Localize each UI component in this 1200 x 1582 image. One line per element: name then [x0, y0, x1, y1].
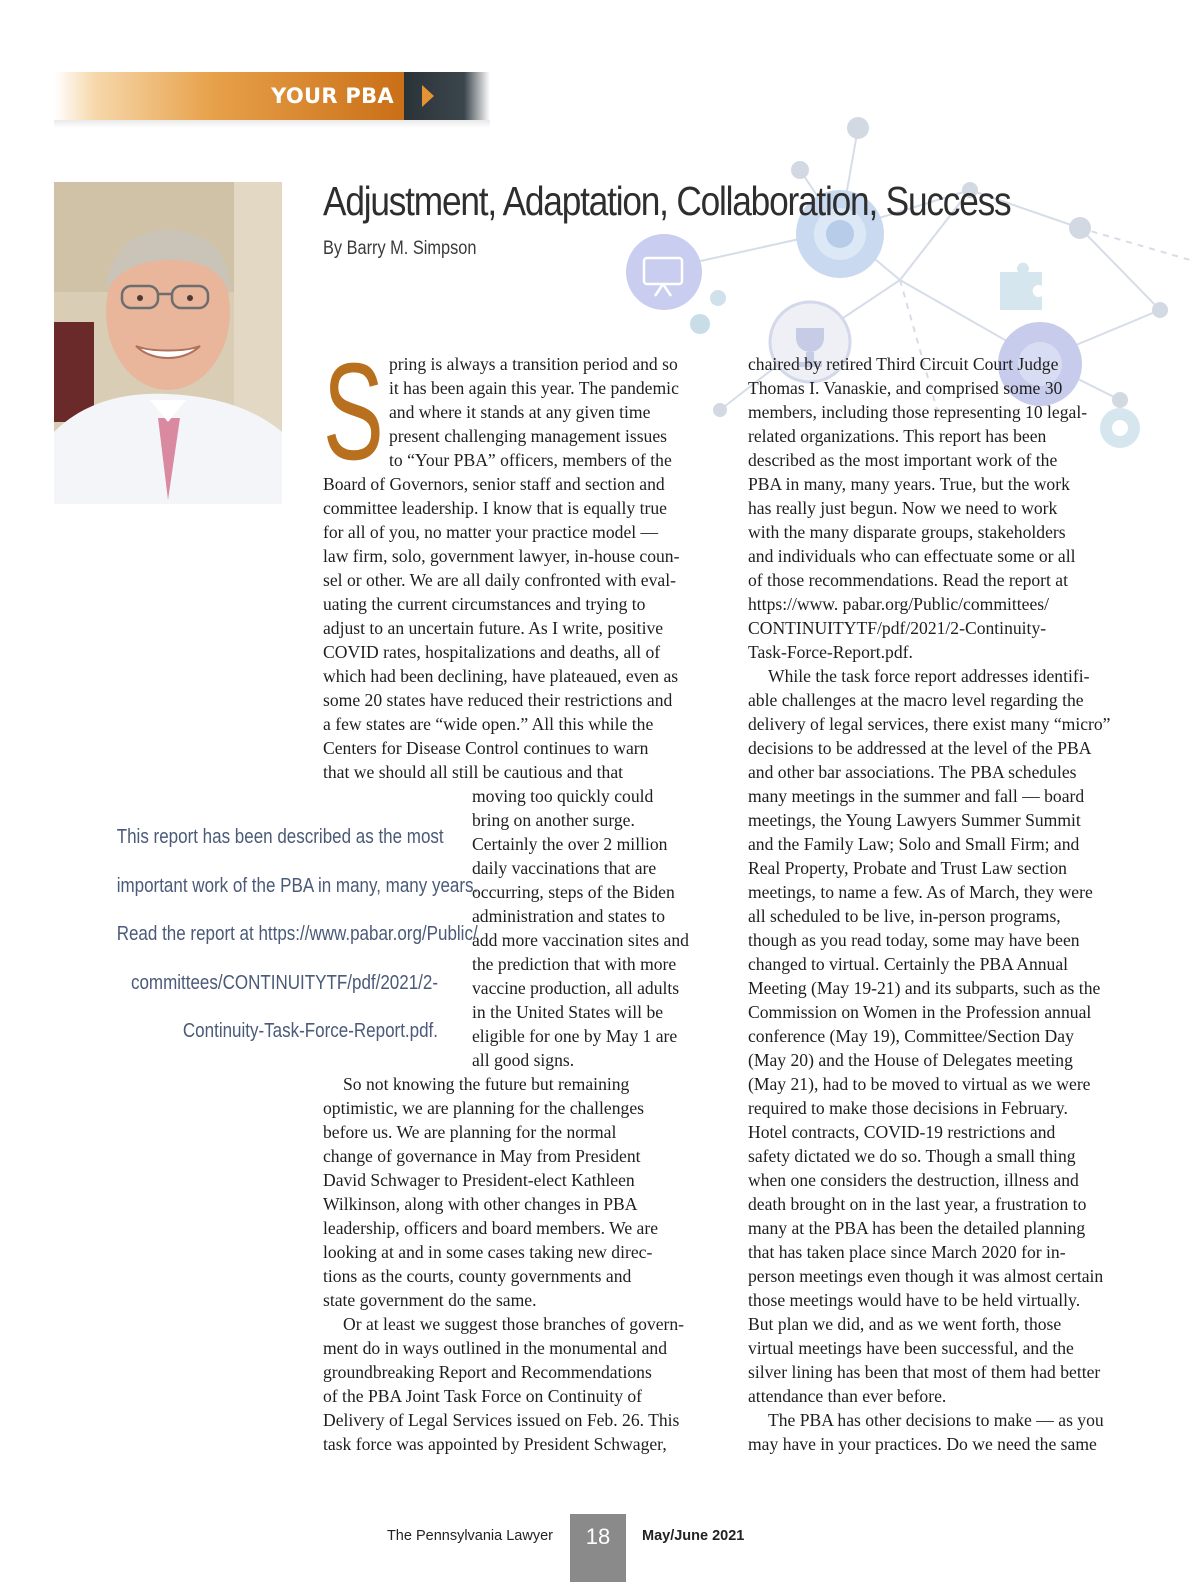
text-line: in the United States will be: [472, 1002, 664, 1022]
text-line: David Schwager to President-elect Kathleen: [323, 1170, 635, 1190]
text-line: those meetings would have to be held virtually.: [748, 1290, 1081, 1310]
text-line: change of governance in May from President: [323, 1146, 641, 1166]
pull-quote-line: Continuity-Task-Force-Report.pdf.: [182, 1020, 438, 1042]
text-line: state government do the same.: [323, 1290, 537, 1310]
section-label: YOUR PBA: [271, 84, 394, 108]
text-line: Delivery of Legal Services issued on Feb. 26. This: [323, 1410, 680, 1430]
text-line: meetings, to name a few. As of March, they were: [748, 882, 1093, 902]
text-line: bring on another surge.: [472, 810, 635, 830]
text-line: present challenging management issues: [389, 426, 667, 446]
text-line: task force was appointed by President Schwager,: [323, 1434, 667, 1454]
arrow-right-icon: [422, 85, 434, 107]
text-line: pring is always a transition period and so: [389, 354, 678, 374]
pull-quote-line: Read the report at https://www.pabar.org/Public/: [116, 923, 478, 945]
text-line: administration and states to: [472, 906, 666, 926]
text-line: COVID rates, hospitalizations and deaths, all of: [323, 642, 661, 662]
text-line: add more vaccination sites and: [472, 930, 689, 950]
text-line: optimistic, we are planning for the challenges: [323, 1098, 644, 1118]
body-column-2: [748, 352, 1148, 1456]
text-line: The PBA has other decisions to make — as you: [768, 1410, 1104, 1430]
text-line: many at the PBA has been the detailed planning: [748, 1218, 1086, 1238]
text-line: occurring, steps of the Biden: [472, 882, 675, 902]
text-line: vaccine production, all adults: [472, 978, 680, 998]
text-line: required to make those decisions in February.: [748, 1098, 1068, 1118]
text-line: daily vaccinations that are: [472, 858, 657, 878]
text-line: (May 21), had to be moved to virtual as we were: [748, 1074, 1091, 1094]
text-line: ment do in ways outlined in the monumental and: [323, 1338, 667, 1358]
text-line: adjust to an uncertain future. As I write, positive: [323, 618, 664, 638]
text-line: looking at and in some cases taking new direc-: [323, 1242, 653, 1262]
text-line: Wilkinson, along with other changes in PBA: [323, 1194, 638, 1214]
text-line: law firm, solo, government lawyer, in-house coun-: [323, 546, 680, 566]
text-line: before us. We are planning for the normal: [323, 1122, 617, 1142]
text-line: conference (May 19), Committee/Section Day: [748, 1026, 1074, 1046]
text-line: moving too quickly could: [472, 786, 654, 806]
text-line: So not knowing the future but remaining: [343, 1074, 630, 1094]
text-line: when one considers the destruction, illness and: [748, 1170, 1079, 1190]
text-line: has really just begun. Now we need to work: [748, 498, 1058, 518]
text-line: of those recommendations. Read the report at: [748, 570, 1069, 590]
pull-quote-line: important work of the PBA in many, many years.: [116, 874, 479, 897]
text-line: meetings, the Young Lawyers Summer Summit: [748, 810, 1081, 830]
text-line: virtual meetings have been successful, and the: [748, 1338, 1074, 1358]
text-line: Board of Governors, senior staff and section and: [323, 474, 665, 494]
drop-cap: S: [323, 335, 384, 489]
report-url-line: Task-Force-Report.pdf.: [748, 642, 913, 662]
text-line: which had been declining, have plateaued, even as: [323, 666, 679, 686]
text-line: may have in your practices. Do we need the same: [748, 1434, 1097, 1454]
text-line: Or at least we suggest those branches of govern-: [343, 1314, 685, 1334]
article-title: Adjustment, Adaptation, Collaboration, Success: [323, 178, 1011, 224]
section-banner: [54, 72, 490, 120]
text-line: Certainly the over 2 million: [472, 834, 668, 854]
text-line: many meetings in the summer and fall — board: [748, 786, 1085, 806]
pull-quote: [60, 813, 479, 1056]
text-line: that has taken place since March 2020 for in-: [748, 1242, 1066, 1262]
text-line: committee leadership. I know that is equally true: [323, 498, 667, 518]
issue-date: May/June 2021: [642, 1528, 745, 1544]
text-line: leadership, officers and board members. We are: [323, 1218, 659, 1238]
text-line: Centers for Disease Control continues to warn: [323, 738, 649, 758]
text-line: decisions to be addressed at the level of the PBA: [748, 738, 1092, 758]
text-line: PBA in many, many years. True, but the work: [748, 474, 1070, 494]
text-line: tions as the courts, county governments and: [323, 1266, 632, 1286]
text-line: that we should all still be cautious and that: [323, 762, 624, 782]
text-line: able challenges at the macro level regarding the: [748, 690, 1084, 710]
text-line: safety dictated we do so. Though a small thing: [748, 1146, 1076, 1166]
text-line: and the Family Law; Solo and Small Firm; and: [748, 834, 1080, 854]
text-line: groundbreaking Report and Recommendations: [323, 1362, 652, 1382]
text-line: of the PBA Joint Task Force on Continuity of: [323, 1386, 643, 1406]
text-line: and other bar associations. The PBA schedules: [748, 762, 1077, 782]
pull-quote-line: This report has been described as the most: [116, 826, 444, 848]
text-line: delivery of legal services, there exist many “micro”: [748, 714, 1111, 734]
text-line: to “Your PBA” officers, members of the: [389, 450, 672, 470]
page-footer: [0, 1514, 1200, 1582]
text-line: silver lining has been that most of them had better: [748, 1362, 1101, 1382]
text-line: and where it stands at any given time: [389, 402, 651, 422]
text-line: person meetings even though it was almost certain: [748, 1266, 1104, 1286]
text-line: But plan we did, and as we went forth, those: [748, 1314, 1062, 1334]
text-line: all scheduled to be live, in-person programs,: [748, 906, 1061, 926]
text-line: attendance than ever before.: [748, 1386, 947, 1406]
text-line: though as you read today, some may have been: [748, 930, 1080, 950]
text-line: members, including those representing 10 legal-: [748, 402, 1088, 422]
text-line: the prediction that with more: [472, 954, 677, 974]
text-line: all good signs.: [472, 1050, 575, 1070]
text-line: for all of you, no matter your practice model —: [323, 522, 659, 542]
text-line: related organizations. This report has been: [748, 426, 1047, 446]
text-line: eligible for one by May 1 are: [472, 1026, 678, 1046]
text-line: with the many disparate groups, stakeholders: [748, 522, 1066, 542]
text-line: Hotel contracts, COVID-19 restrictions and: [748, 1122, 1056, 1142]
text-line: (May 20) and the House of Delegates meeting: [748, 1050, 1073, 1070]
text-line: Meeting (May 19-21) and its subparts, such as the: [748, 978, 1101, 998]
text-line: it has been again this year. The pandemic: [389, 378, 679, 398]
author-photo: [54, 182, 282, 504]
page-number: 18: [585, 1524, 611, 1549]
text-line: a few states are “wide open.” All this while the: [323, 714, 654, 734]
text-line: While the task force report addresses identifi-: [768, 666, 1090, 686]
text-line: sel or other. We are all daily confronted with eval-: [323, 570, 676, 590]
text-line: some 20 states have reduced their restrictions and: [323, 690, 673, 710]
text-line: described as the most important work of the: [748, 450, 1058, 470]
text-line: chaired by retired Third Circuit Court Judge: [748, 354, 1059, 374]
article-byline: By Barry M. Simpson: [323, 238, 477, 259]
report-url-line: https://www. pabar.org/Public/committees/: [748, 594, 1050, 614]
text-line: and individuals who can effectuate some or all: [748, 546, 1076, 566]
banner-dark-tab: [404, 72, 490, 120]
text-line: death brought on in the last year, a frustration to: [748, 1194, 1087, 1214]
text-line: changed to virtual. Certainly the PBA Annual: [748, 954, 1069, 974]
text-line: Real Property, Probate and Trust Law section: [748, 858, 1067, 878]
text-line: Commission on Women in the Profession annual: [748, 1002, 1092, 1022]
text-line: Thomas I. Vanaskie, and comprised some 30: [748, 378, 1063, 398]
pull-quote-line: committees/CONTINUITYTF/pdf/2021/2-: [130, 971, 438, 994]
publication-name: The Pennsylvania Lawyer: [386, 1528, 553, 1544]
text-line: uating the current circumstances and trying to: [323, 594, 646, 614]
report-url-line: CONTINUITYTF/pdf/2021/2-Continuity-: [748, 618, 1047, 638]
